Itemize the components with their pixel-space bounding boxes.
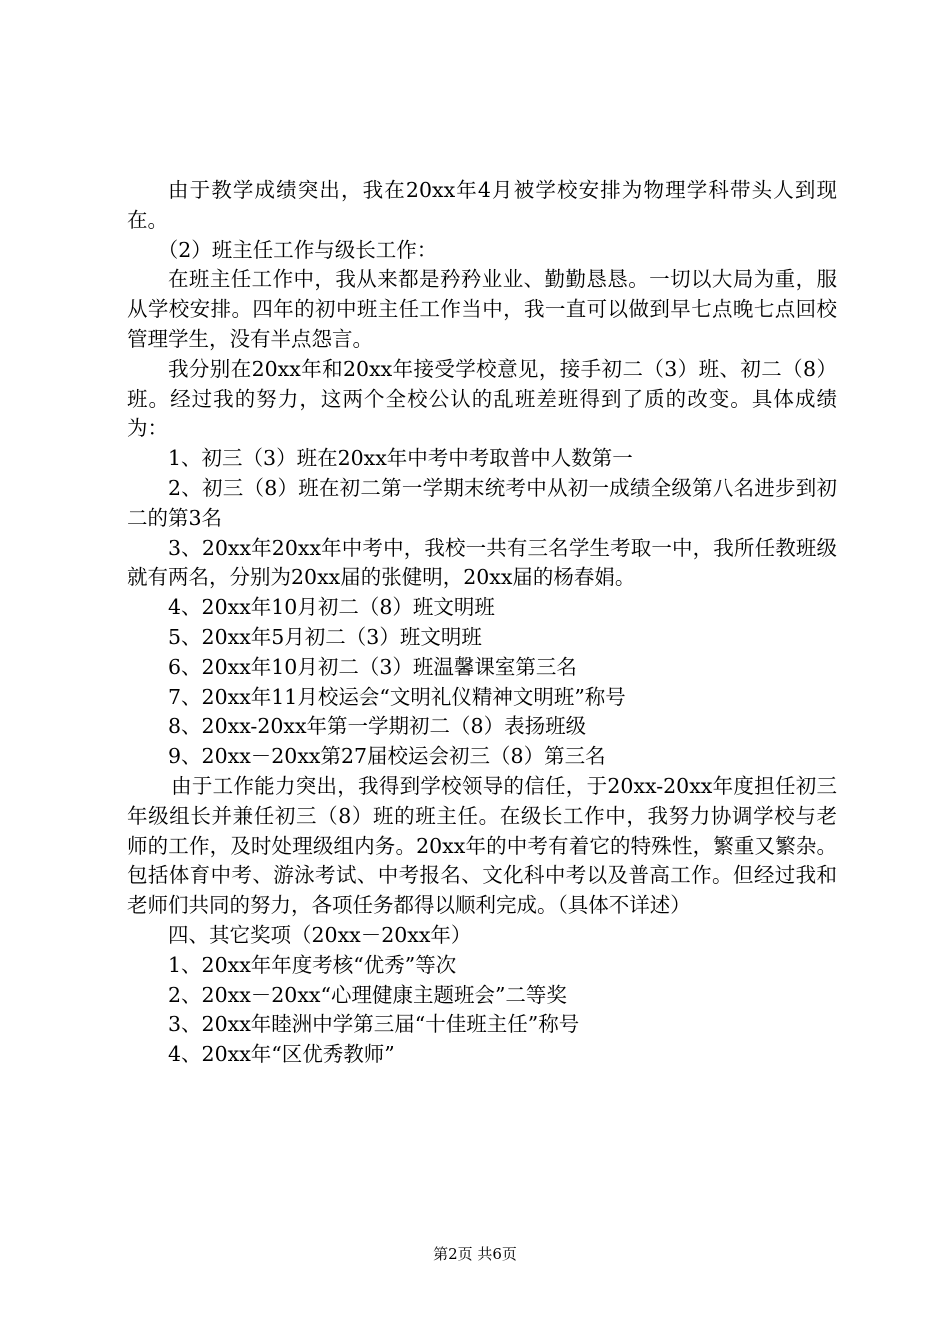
list-item-achievement: 4、20xx年10月初二（8）班文明班 xyxy=(168,595,495,620)
paragraph-class-teacher-work: 在班主任工作中，我从来都是矜矜业业、勤勤恳恳。一切以大局为重，服从学校安排。四年的初中班主任工作当中，我一直可以做到早七点晚七点回校管理学生，没有半点怨言。 xyxy=(127,267,837,351)
list-item-achievement: 3、20xx年20xx年中考中，我校一共有三名学生考取一中，我所任教班级就有两名，分别为20xx届的张健明，20xx届的杨春娟。 xyxy=(127,535,837,590)
page-number-label: 第2页 共6页 xyxy=(433,1245,517,1263)
document-body xyxy=(127,176,837,1070)
paragraph-class-takeover: 我分别在20xx年和20xx年接受学校意见，接手初二（3）班、初二（8）班。经过我的努力，这两个全校公认的乱班差班得到了质的改变。具体成绩为： xyxy=(127,356,837,441)
list-item-achievement: 9、20xx－20xx第27届校运会初三（8）第三名 xyxy=(168,744,606,769)
section-heading-class-teacher: （2）班主任工作与级长工作： xyxy=(157,237,438,262)
list-item-award: 3、20xx年睦洲中学第三届“十佳班主任”称号 xyxy=(168,1012,580,1037)
paragraph-subject-leader: 由于教学成绩突出，我在20xx年4月被学校安排为物理学科带头人到现在。 xyxy=(127,178,837,232)
list-item-achievement: 6、20xx年10月初二（3）班温馨课室第三名 xyxy=(168,654,577,679)
list-item-award: 1、20xx年年度考核“优秀”等次 xyxy=(168,952,457,977)
section-heading-other-awards: 四、其它奖项（20xx－20xx年） xyxy=(168,922,472,947)
paragraph-grade-leader: 由于工作能力突出，我得到学校领导的信任，于20xx-20xx年度担任初三年级组长并兼任初三（8）班的班主任。在级长工作中，我努力协调学校与老师的工作，及时处理级组内务。20xx年的中考有着它的特殊性，繁重又繁杂。包括体育中考、游泳考试、中考报名、文化科中考以及普高工作。但经过我和老师们共同的努力，各项任务都得以顺利完成。（具体不详述） xyxy=(127,773,837,918)
list-item-award: 2、20xx－20xx“心理健康主题班会”二等奖 xyxy=(168,982,567,1007)
list-item-achievement: 8、20xx-20xx年第一学期初二（8）表扬班级 xyxy=(168,714,587,739)
list-item-achievement: 7、20xx年11月校运会“文明礼仪精神文明班”称号 xyxy=(168,684,626,709)
page-footer xyxy=(0,1243,950,1264)
list-item-award: 4、20xx年“区优秀教师” xyxy=(168,1042,395,1067)
list-item-achievement: 2、初三（8）班在初二第一学期末统考中从初一成绩全级第八名进步到初二的第3名 xyxy=(127,475,837,530)
list-item-achievement: 5、20xx年5月初二（3）班文明班 xyxy=(168,624,482,649)
list-item-achievement: 1、初三（3）班在20xx年中考中考取普中人数第一 xyxy=(168,446,633,471)
